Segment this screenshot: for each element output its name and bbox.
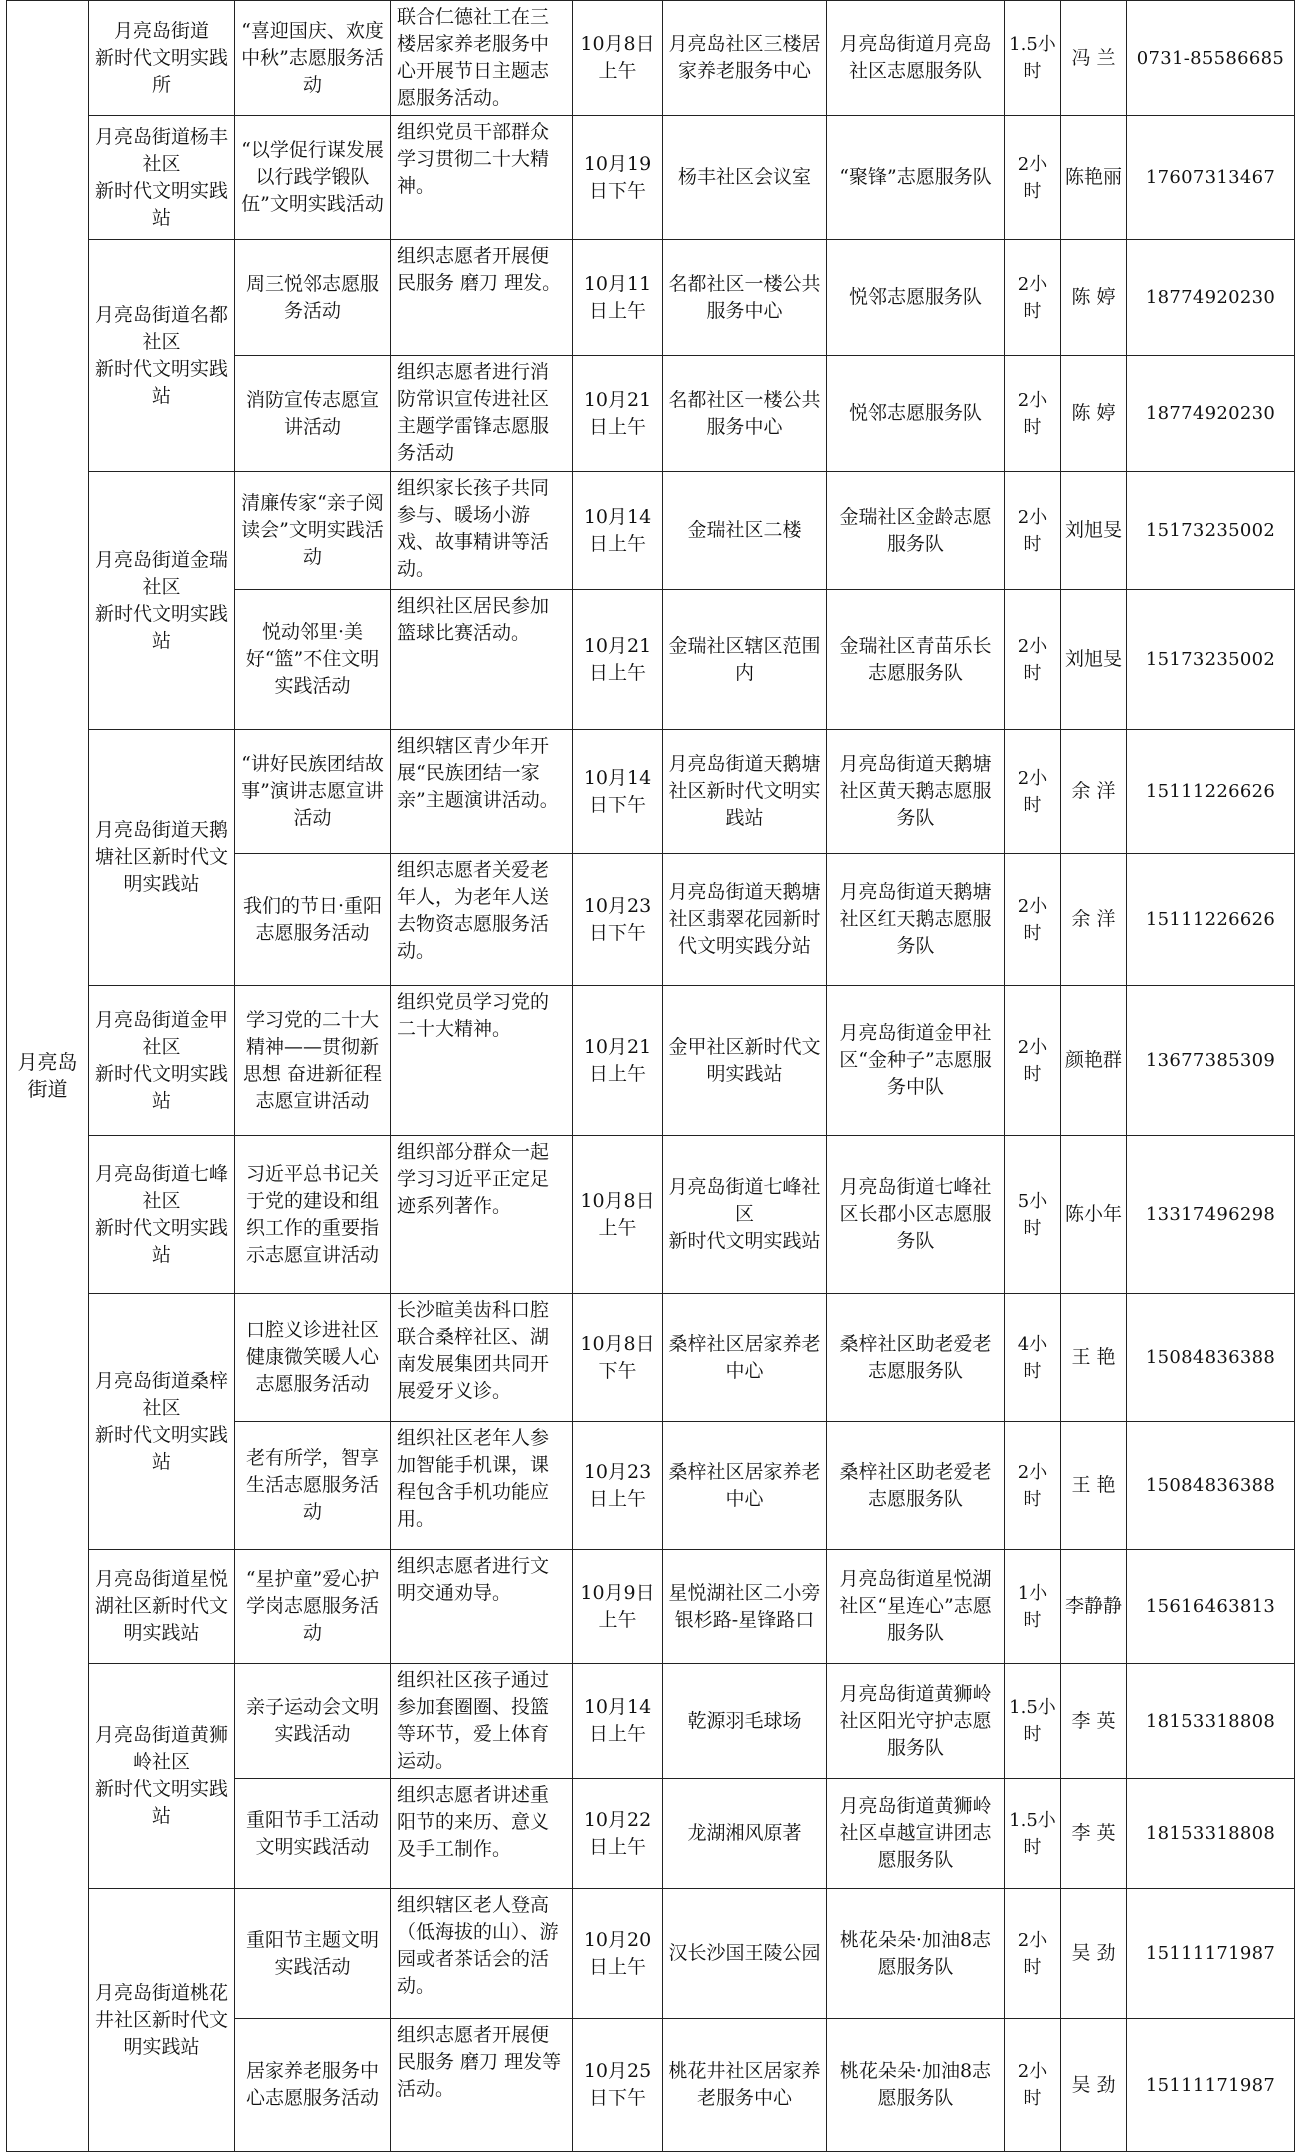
activity-name-cell: 周三悦邻志愿服务活动 [235, 240, 391, 356]
activity-time-cell: 10月21日上午 [573, 590, 663, 730]
duration-cell: 1小时 [1005, 1550, 1061, 1664]
volunteer-team-cell: 月亮岛街道黄狮岭社区阳光守护志愿服务队 [827, 1664, 1005, 1779]
duration-cell: 2小时 [1005, 1422, 1061, 1550]
duration-cell: 2小时 [1005, 590, 1061, 730]
table-row [7, 1136, 1295, 1294]
volunteer-team-cell: 月亮岛街道金甲社区“金种子”志愿服务中队 [827, 986, 1005, 1136]
volunteer-team-cell: 月亮岛街道天鹅塘社区黄天鹅志愿服务队 [827, 730, 1005, 854]
activity-time-cell: 10月14日下午 [573, 730, 663, 854]
contact-person-cell: 陈 婷 [1061, 356, 1127, 472]
table-row [7, 1, 1295, 116]
volunteer-team-cell: 桑梓社区助老爱老志愿服务队 [827, 1294, 1005, 1422]
phone-number-cell: 15111226626 [1127, 730, 1295, 854]
contact-person-cell: 陈 婷 [1061, 240, 1127, 356]
phone-number-cell: 15084836388 [1127, 1422, 1295, 1550]
activity-time-cell: 10月14日上午 [573, 472, 663, 590]
duration-cell: 4小时 [1005, 1294, 1061, 1422]
contact-person-cell: 刘旭旻 [1061, 590, 1127, 730]
contact-person-cell: 吴 劲 [1061, 2019, 1127, 2152]
activity-content-cell: 组织社区老年人参加智能手机课，课程包含手机功能应用。 [391, 1422, 573, 1550]
activity-time-cell: 10月25日下午 [573, 2019, 663, 2152]
duration-cell: 1.5小时 [1005, 1, 1061, 116]
phone-number-cell: 15173235002 [1127, 590, 1295, 730]
activity-content-cell: 组织志愿者讲述重阳节的来历、意义及手工制作。 [391, 1779, 573, 1889]
activity-time-cell: 10月8日上午 [573, 1, 663, 116]
station-cell: 月亮岛街道 新时代文明实践所 [89, 1, 235, 116]
activity-time-cell: 10月23日上午 [573, 1422, 663, 1550]
contact-person-cell: 李 英 [1061, 1779, 1127, 1889]
activity-place-cell: 月亮岛街道天鹅塘社区新时代文明实践站 [663, 730, 827, 854]
station-cell: 月亮岛街道金甲社区 新时代文明实践站 [89, 986, 235, 1136]
activity-place-cell: 月亮岛街道天鹅塘社区翡翠花园新时代文明实践分站 [663, 854, 827, 986]
activity-place-cell: 桃花井社区居家养老服务中心 [663, 2019, 827, 2152]
activity-time-cell: 10月19日下午 [573, 116, 663, 240]
station-cell: 月亮岛街道杨丰社区 新时代文明实践站 [89, 116, 235, 240]
activity-place-cell: 金甲社区新时代文明实践站 [663, 986, 827, 1136]
station-cell: 月亮岛街道黄狮岭社区 新时代文明实践站 [89, 1664, 235, 1889]
activity-time-cell: 10月20日上午 [573, 1889, 663, 2019]
activity-time-cell: 10月8日下午 [573, 1294, 663, 1422]
activity-place-cell: 龙湖湘风原著 [663, 1779, 827, 1889]
table-row [7, 240, 1295, 356]
activity-place-cell: 金瑞社区二楼 [663, 472, 827, 590]
volunteer-team-cell: 悦邻志愿服务队 [827, 240, 1005, 356]
contact-person-cell: 颜艳群 [1061, 986, 1127, 1136]
activity-place-cell: 汉长沙国王陵公园 [663, 1889, 827, 2019]
activity-time-cell: 10月8日上午 [573, 1136, 663, 1294]
station-cell: 月亮岛街道桃花井社区新时代文明实践站 [89, 1889, 235, 2152]
activity-name-cell: 重阳节手工活动文明实践活动 [235, 1779, 391, 1889]
activity-name-cell: 亲子运动会文明实践活动 [235, 1664, 391, 1779]
activity-name-cell: “喜迎国庆、欢度中秋”志愿服务活动 [235, 1, 391, 116]
volunteer-team-cell: 悦邻志愿服务队 [827, 356, 1005, 472]
activity-content-cell: 联合仁德社工在三楼居家养老服务中心开展节日主题志愿服务活动。 [391, 1, 573, 116]
activity-content-cell: 组织党员干部群众学习贯彻二十大精神。 [391, 116, 573, 240]
table-row [7, 1294, 1295, 1422]
duration-cell: 5小时 [1005, 1136, 1061, 1294]
volunteer-team-cell: 金瑞社区金龄志愿服务队 [827, 472, 1005, 590]
station-cell: 月亮岛街道金瑞社区 新时代文明实践站 [89, 472, 235, 730]
phone-number-cell: 17607313467 [1127, 116, 1295, 240]
street-name-cell: 月亮岛街道 [7, 1, 89, 2152]
duration-cell: 2小时 [1005, 116, 1061, 240]
duration-cell: 2小时 [1005, 1889, 1061, 2019]
activity-content-cell: 组织辖区青少年开展“民族团结一家亲”主题演讲活动。 [391, 730, 573, 854]
phone-number-cell: 0731-85586685 [1127, 1, 1295, 116]
table-row [7, 1889, 1295, 2019]
volunteer-team-cell: “聚锋”志愿服务队 [827, 116, 1005, 240]
contact-person-cell: 王 艳 [1061, 1294, 1127, 1422]
activity-place-cell: 乾源羽毛球场 [663, 1664, 827, 1779]
activity-content-cell: 组织辖区老人登高（低海拔的山）、游园或者茶话会的活动。 [391, 1889, 573, 2019]
table-row [7, 986, 1295, 1136]
volunteer-team-cell: 桃花朵朵·加油8志愿服务队 [827, 2019, 1005, 2152]
contact-person-cell: 余 洋 [1061, 730, 1127, 854]
activity-name-cell: 悦动邻里·美好“篮”不住文明实践活动 [235, 590, 391, 730]
contact-person-cell: 王 艳 [1061, 1422, 1127, 1550]
station-cell: 月亮岛街道桑梓社区 新时代文明实践站 [89, 1294, 235, 1550]
activity-time-cell: 10月22日上午 [573, 1779, 663, 1889]
duration-cell: 2小时 [1005, 854, 1061, 986]
activity-place-cell: 星悦湖社区二小旁银杉路-星锋路口 [663, 1550, 827, 1664]
activity-time-cell: 10月21日上午 [573, 986, 663, 1136]
station-cell: 月亮岛街道天鹅塘社区新时代文明实践站 [89, 730, 235, 986]
activity-time-cell: 10月23日下午 [573, 854, 663, 986]
station-cell: 月亮岛街道七峰社区 新时代文明实践站 [89, 1136, 235, 1294]
activity-name-cell: “以学促行谋发展 以行践学锻队伍”文明实践活动 [235, 116, 391, 240]
station-cell: 月亮岛街道名都社区 新时代文明实践站 [89, 240, 235, 472]
activity-content-cell: 组织志愿者进行消防常识宣传进社区主题学雷锋志愿服务活动 [391, 356, 573, 472]
duration-cell: 1.5小时 [1005, 1779, 1061, 1889]
duration-cell: 2小时 [1005, 2019, 1061, 2152]
activity-place-cell: 桑梓社区居家养老中心 [663, 1294, 827, 1422]
activity-name-cell: 口腔义诊进社区 健康微笑暖人心志愿服务活动 [235, 1294, 391, 1422]
contact-person-cell: 李 英 [1061, 1664, 1127, 1779]
volunteer-team-cell: 月亮岛街道月亮岛社区志愿服务队 [827, 1, 1005, 116]
activity-name-cell: “星护童”爱心护学岗志愿服务活动 [235, 1550, 391, 1664]
phone-number-cell: 15173235002 [1127, 472, 1295, 590]
table-row [7, 1550, 1295, 1664]
volunteer-team-cell: 金瑞社区青苗乐长志愿服务队 [827, 590, 1005, 730]
activity-name-cell: 学习党的二十大精神——贯彻新思想 奋进新征程志愿宣讲活动 [235, 986, 391, 1136]
volunteer-team-cell: 桑梓社区助老爱老志愿服务队 [827, 1422, 1005, 1550]
activity-schedule-table [6, 0, 1295, 2152]
volunteer-team-cell: 月亮岛街道黄狮岭社区卓越宣讲团志愿服务队 [827, 1779, 1005, 1889]
duration-cell: 2小时 [1005, 730, 1061, 854]
phone-number-cell: 18774920230 [1127, 356, 1295, 472]
table-row [7, 472, 1295, 590]
table-row [7, 730, 1295, 854]
phone-number-cell: 15111226626 [1127, 854, 1295, 986]
volunteer-team-cell: 月亮岛街道天鹅塘社区红天鹅志愿服务队 [827, 854, 1005, 986]
volunteer-team-cell: 桃花朵朵·加油8志愿服务队 [827, 1889, 1005, 2019]
activity-content-cell: 组织社区居民参加篮球比赛活动。 [391, 590, 573, 730]
activity-time-cell: 10月21日上午 [573, 356, 663, 472]
phone-number-cell: 13677385309 [1127, 986, 1295, 1136]
contact-person-cell: 李静静 [1061, 1550, 1127, 1664]
activity-place-cell: 桑梓社区居家养老中心 [663, 1422, 827, 1550]
contact-person-cell: 冯 兰 [1061, 1, 1127, 116]
activity-name-cell: 我们的节日·重阳志愿服务活动 [235, 854, 391, 986]
activity-content-cell: 组织志愿者开展便民服务 磨刀 理发等活动。 [391, 2019, 573, 2152]
volunteer-team-cell: 月亮岛街道七峰社区长郡小区志愿服务队 [827, 1136, 1005, 1294]
activity-content-cell: 组织志愿者进行文明交通劝导。 [391, 1550, 573, 1664]
phone-number-cell: 15111171987 [1127, 1889, 1295, 2019]
activity-name-cell: 老有所学，智享生活志愿服务活动 [235, 1422, 391, 1550]
phone-number-cell: 15111171987 [1127, 2019, 1295, 2152]
volunteer-team-cell: 月亮岛街道星悦湖社区“星连心”志愿服务队 [827, 1550, 1005, 1664]
activity-name-cell: 居家养老服务中心志愿服务活动 [235, 2019, 391, 2152]
phone-number-cell: 18774920230 [1127, 240, 1295, 356]
activity-place-cell: 金瑞社区辖区范围内 [663, 590, 827, 730]
duration-cell: 2小时 [1005, 472, 1061, 590]
duration-cell: 2小时 [1005, 240, 1061, 356]
activity-place-cell: 月亮岛街道七峰社区 新时代文明实践站 [663, 1136, 827, 1294]
phone-number-cell: 13317496298 [1127, 1136, 1295, 1294]
activity-content-cell: 组织志愿者关爱老年人，为老年人送去物资志愿服务活动。 [391, 854, 573, 986]
activity-place-cell: 名都社区一楼公共服务中心 [663, 240, 827, 356]
phone-number-cell: 15616463813 [1127, 1550, 1295, 1664]
activity-place-cell: 杨丰社区会议室 [663, 116, 827, 240]
phone-number-cell: 18153318808 [1127, 1664, 1295, 1779]
activity-content-cell: 组织党员学习党的二十大精神。 [391, 986, 573, 1136]
activity-content-cell: 组织家长孩子共同参与、暖场小游戏、故事精讲等活动。 [391, 472, 573, 590]
activity-time-cell: 10月14日上午 [573, 1664, 663, 1779]
activity-name-cell: “讲好民族团结故事”演讲志愿宣讲活动 [235, 730, 391, 854]
activity-place-cell: 月亮岛社区三楼居家养老服务中心 [663, 1, 827, 116]
duration-cell: 2小时 [1005, 986, 1061, 1136]
table-row [7, 116, 1295, 240]
duration-cell: 1.5小时 [1005, 1664, 1061, 1779]
station-cell: 月亮岛街道星悦湖社区新时代文明实践站 [89, 1550, 235, 1664]
activity-content-cell: 组织社区孩子通过参加套圈圈、投篮等环节，爱上体育运动。 [391, 1664, 573, 1779]
phone-number-cell: 15084836388 [1127, 1294, 1295, 1422]
contact-person-cell: 刘旭旻 [1061, 472, 1127, 590]
contact-person-cell: 余 洋 [1061, 854, 1127, 986]
activity-content-cell: 组织部分群众一起学习习近平正定足迹系列著作。 [391, 1136, 573, 1294]
contact-person-cell: 陈小年 [1061, 1136, 1127, 1294]
activity-name-cell: 重阳节主题文明实践活动 [235, 1889, 391, 2019]
duration-cell: 2小时 [1005, 356, 1061, 472]
activity-time-cell: 10月9日上午 [573, 1550, 663, 1664]
activity-name-cell: 习近平总书记关于党的建设和组织工作的重要指示志愿宣讲活动 [235, 1136, 391, 1294]
contact-person-cell: 陈艳丽 [1061, 116, 1127, 240]
phone-number-cell: 18153318808 [1127, 1779, 1295, 1889]
activity-content-cell: 组织志愿者开展便民服务 磨刀 理发。 [391, 240, 573, 356]
activity-time-cell: 10月11日上午 [573, 240, 663, 356]
table-row [7, 1664, 1295, 1779]
activity-name-cell: 清廉传家“亲子阅读会”文明实践活动 [235, 472, 391, 590]
contact-person-cell: 吴 劲 [1061, 1889, 1127, 2019]
activity-name-cell: 消防宣传志愿宣讲活动 [235, 356, 391, 472]
activity-content-cell: 长沙暄美齿科口腔联合桑梓社区、湖南发展集团共同开展爱牙义诊。 [391, 1294, 573, 1422]
activity-place-cell: 名都社区一楼公共服务中心 [663, 356, 827, 472]
